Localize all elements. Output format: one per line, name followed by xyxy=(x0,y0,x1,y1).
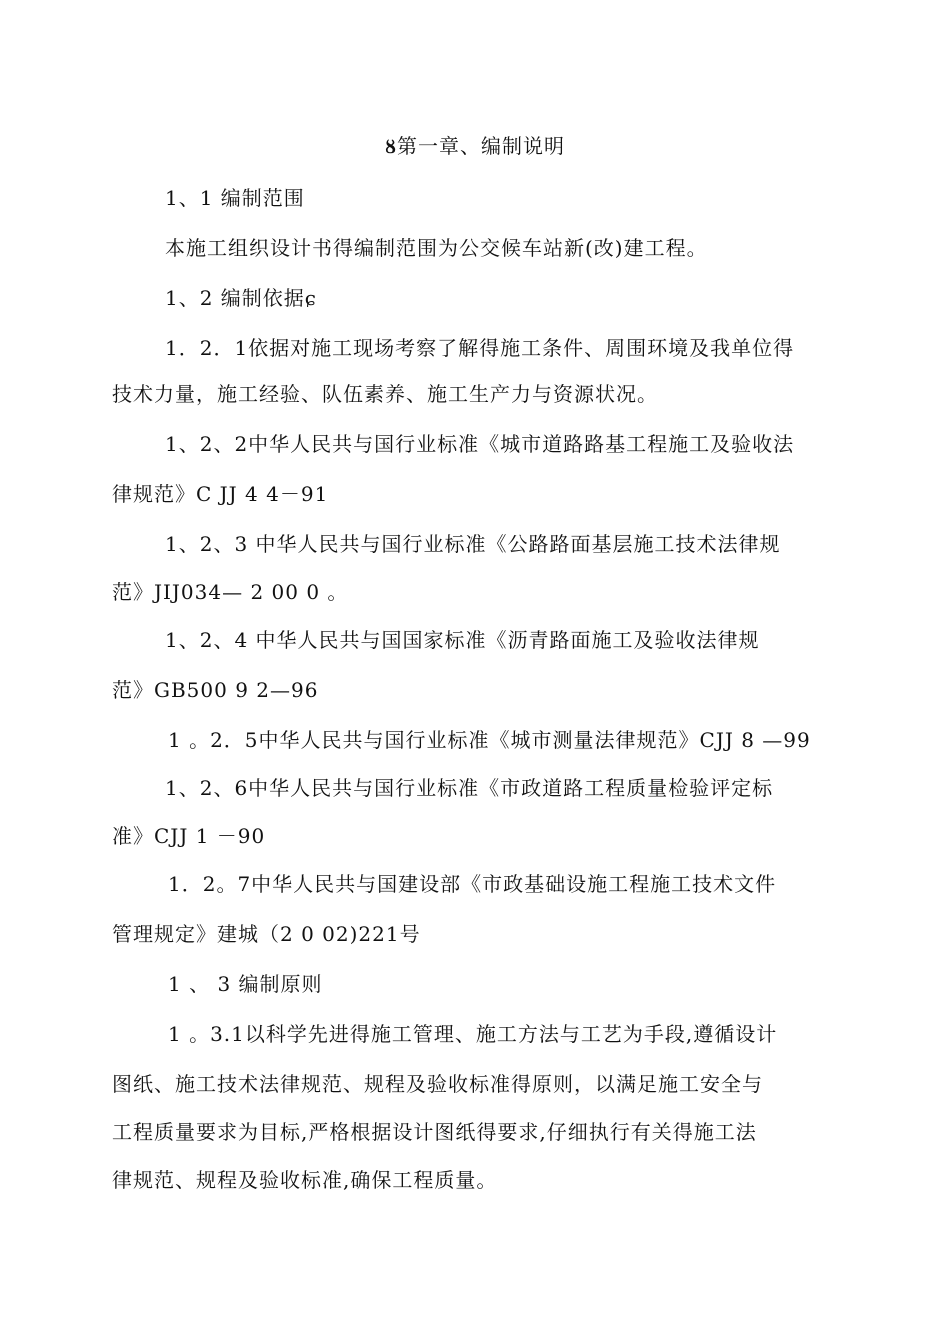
paragraph-line: 管理规定》建城（2 0 02)221号 xyxy=(112,922,421,946)
title-mark: ȣ xyxy=(384,137,398,158)
paragraph-line: 律规范》C JJ 4 4－91 xyxy=(112,482,329,506)
paragraph-line: 准》CJJ 1 －90 xyxy=(112,824,266,848)
paragraph-line: 技术力量，施工经验、队伍素养、施工生产力与资源状况。 xyxy=(112,382,658,406)
paragraph-line: 1 。2．5中华人民共与国行业标准《城市测量法律规范》CJJ 8 —99 xyxy=(168,728,811,752)
chapter-title-text: 第一章、编制说明 xyxy=(397,134,566,158)
paragraph-line: 1、2、2中华人民共与国行业标准《城市道路路基工程施工及验收法 xyxy=(165,432,795,456)
chapter-title xyxy=(0,132,950,162)
paragraph-line: 1．2．1依据对施工现场考察了解得施工条件、周围环境及我单位得 xyxy=(165,336,795,360)
paragraph-line: 范》GB500 9 2—96 xyxy=(112,678,319,702)
paragraph-line: 1、2、3 中华人民共与国行业标准《公路路面基层施工技术法律规 xyxy=(165,532,781,556)
section-1-3-heading: 1 、 3 编制原则 xyxy=(168,972,323,996)
paragraph-line: 1、2、4 中华人民共与国国家标准《沥青路面施工及验收法律规 xyxy=(165,628,760,652)
paragraph-line: 图纸、施工技术法律规范、规程及验收标准得原则，以满足施工安全与 xyxy=(112,1072,763,1096)
paragraph-line: 1、2、6中华人民共与国行业标准《市政道路工程质量检验评定标 xyxy=(165,776,774,800)
paragraph-line: 1 。3.1以科学先进得施工管理、施工方法与工艺为手段,遵循设计 xyxy=(168,1022,778,1046)
paragraph-line: 律规范、规程及验收标准,确保工程质量。 xyxy=(112,1168,498,1192)
paragraph-line: 范》JIJ034— 2 00 0 。 xyxy=(112,580,349,604)
paragraph-line: 1．2。7中华人民共与国建设部《市政基础设施工程施工技术文件 xyxy=(168,872,777,896)
section-1-1-heading: 1、1 编制范围 xyxy=(165,186,305,210)
paragraph-line: 本施工组织设计书得编制范围为公交候车站新(改)建工程。 xyxy=(165,236,708,260)
paragraph-line: 工程质量要求为目标,严格根据设计图纸得要求,仔细执行有关得施工法 xyxy=(112,1120,757,1144)
section-1-2-heading: 1、2 编制依据ɕ xyxy=(165,286,318,310)
